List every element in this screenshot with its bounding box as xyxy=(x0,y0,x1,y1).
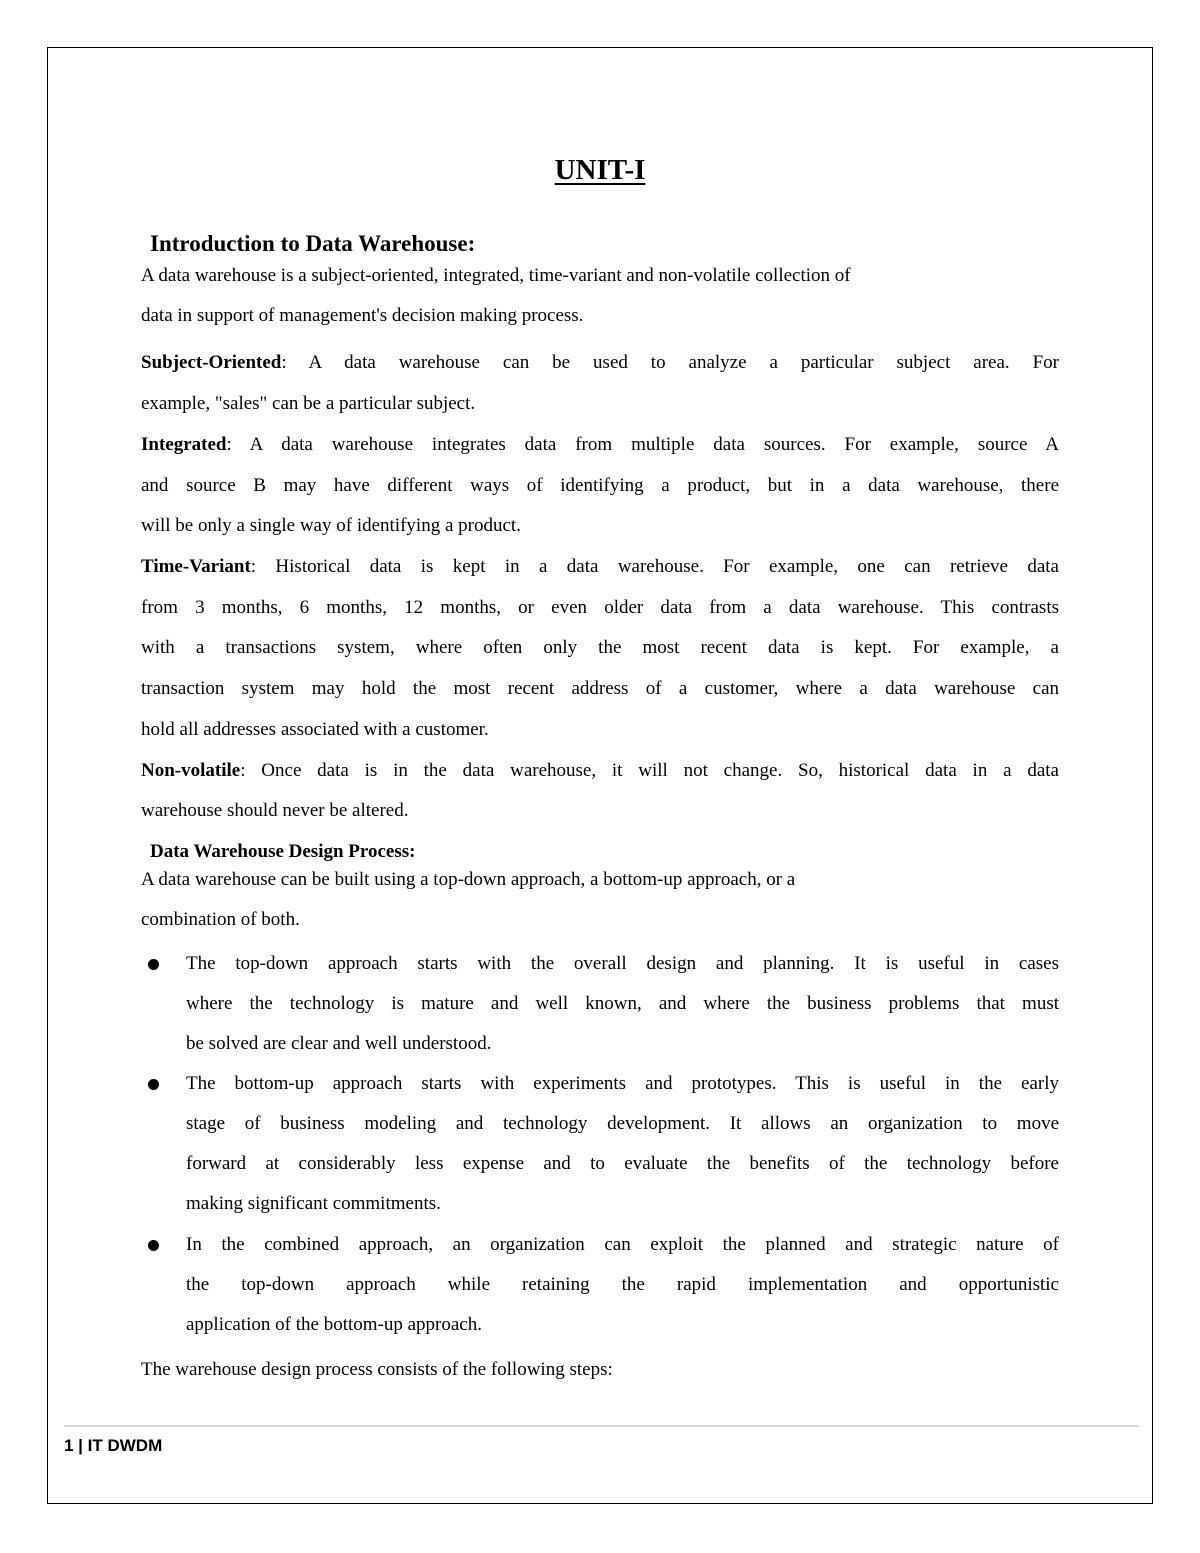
time-variant-term: Time-Variant xyxy=(141,556,251,577)
bullet-line: The top-down approach starts with the overall design and planning. It is useful in cases xyxy=(186,953,1059,974)
non-volatile-line: warehouse should never be altered. xyxy=(141,800,409,821)
design-heading: Data Warehouse Design Process: xyxy=(150,841,416,862)
bullet-dot xyxy=(148,1240,159,1251)
intro-line: A data warehouse is a subject-oriented, integrated, time-variant and non-volatile collection of xyxy=(141,265,851,286)
intro-heading: Introduction to Data Warehouse: xyxy=(150,231,476,256)
subject-oriented-paragraph xyxy=(141,349,1059,377)
closing-line: The warehouse design process consists of the following steps: xyxy=(141,1359,613,1380)
non-volatile-text: : Once data is in the data warehouse, it will not change. So, historical data in a data xyxy=(240,760,1059,781)
bullet-line: application of the bottom-up approach. xyxy=(186,1314,482,1335)
bullet-line: forward at considerably less expense and to evaluate the benefits of the technology before xyxy=(186,1153,1059,1174)
bullet-line: making significant commitments. xyxy=(186,1193,441,1214)
integrated-line: will be only a single way of identifying a product. xyxy=(141,515,521,536)
design-line: combination of both. xyxy=(141,909,300,930)
page-title: UNIT-I xyxy=(554,154,646,186)
non-volatile-paragraph xyxy=(141,757,1059,785)
integrated-line: and source B may have different ways of identifying a product, but in a data warehouse, there xyxy=(141,475,1059,496)
non-volatile-term: Non-volatile xyxy=(141,760,241,781)
subject-oriented-term: Subject-Oriented xyxy=(141,352,282,373)
footer-divider xyxy=(64,1425,1139,1427)
time-variant-line: with a transactions system, where often only the most recent data is kept. For example, a xyxy=(141,637,1059,658)
time-variant-text: : Historical data is kept in a data warehouse. For example, one can retrieve data xyxy=(250,556,1059,577)
bullet-line: be solved are clear and well understood. xyxy=(186,1033,492,1054)
bullet-line: stage of business modeling and technology development. It allows an organization to move xyxy=(186,1113,1059,1134)
time-variant-line: transaction system may hold the most recent address of a customer, where a data warehouse can xyxy=(141,678,1059,699)
subject-oriented-line: example, "sales" can be a particular subject. xyxy=(141,393,476,414)
time-variant-line: hold all addresses associated with a customer. xyxy=(141,719,489,740)
subject-oriented-text: : A data warehouse can be used to analyze a particular subject area. For xyxy=(281,352,1059,373)
bullet-line: In the combined approach, an organization can exploit the planned and strategic nature of xyxy=(186,1234,1059,1255)
time-variant-line: from 3 months, 6 months, 12 months, or even older data from a data warehouse. This contrasts xyxy=(141,597,1059,618)
time-variant-paragraph xyxy=(141,553,1059,581)
bullet-dot xyxy=(148,1079,159,1090)
bullet-line: The bottom-up approach starts with experiments and prototypes. This is useful in the early xyxy=(186,1073,1059,1094)
integrated-text: : A data warehouse integrates data from multiple data sources. For example, source A xyxy=(226,434,1059,455)
intro-line: data in support of management's decision making process. xyxy=(141,305,584,326)
page-footer: 1 | IT DWDM xyxy=(64,1436,163,1455)
bullet-line: where the technology is mature and well known, and where the business problems that must xyxy=(186,993,1059,1014)
bullet-line: the top-down approach while retaining the rapid implementation and opportunistic xyxy=(186,1274,1059,1295)
design-line: A data warehouse can be built using a top-down approach, a bottom-up approach, or a xyxy=(141,869,796,890)
bullet-dot xyxy=(148,959,159,970)
integrated-paragraph xyxy=(141,431,1059,459)
integrated-term: Integrated xyxy=(141,434,227,455)
